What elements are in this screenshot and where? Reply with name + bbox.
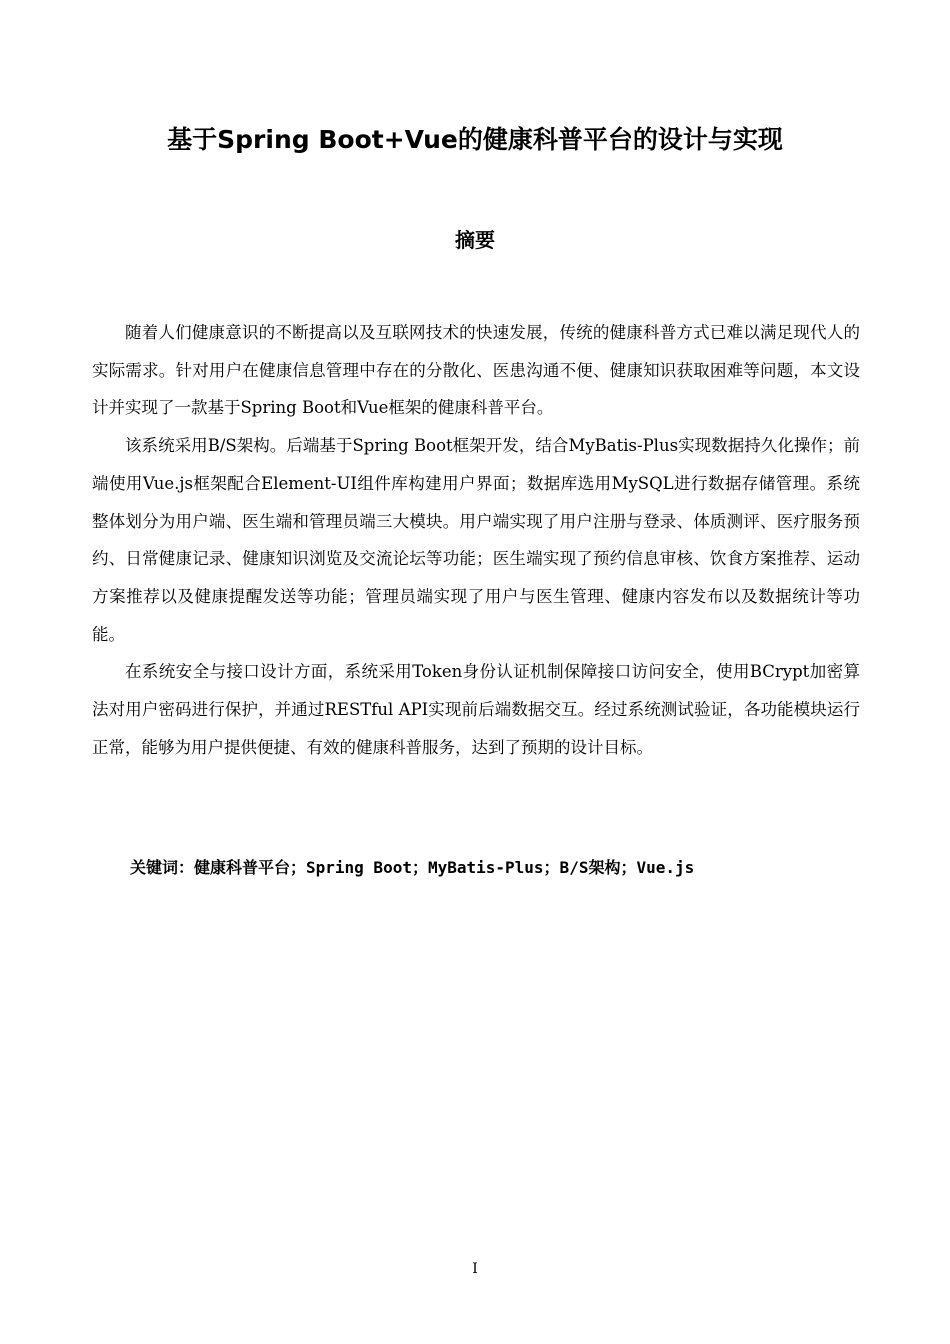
abstract-body — [92, 314, 860, 766]
keywords-line: 关键词：健康科普平台；Spring Boot；MyBatis-Plus；B/S架构；Vue.js — [130, 858, 695, 877]
abstract-paragraph-2: 该系统采用B/S架构。后端基于Spring Boot框架开发，结合MyBatis-Plus实现数据持久化操作；前端使用Vue.js框架配合Element-UI组件库构建用户界面；数据库选用MySQL进行数据存储管理。系统整体划分为用户端、医生端和管理员端三大模块。用户端实现了用户注册与登录、体质测评、医疗服务预约、日常健康记录、健康知识浏览及交流论坛等功能；医生端实现了预约信息审核、饮食方案推荐、运动方案推荐以及健康提醒发送等功能；管理员端实现了用户与医生管理、健康内容发布以及数据统计等功能。 — [92, 436, 860, 644]
page-number: I — [472, 1261, 478, 1277]
abstract-paragraph-3: 在系统安全与接口设计方面，系统采用Token身份认证机制保障接口访问安全，使用BCrypt加密算法对用户密码进行保护，并通过RESTful API实现前后端数据交互。经过系统测试验证，各功能模块运行正常，能够为用户提供便捷、有效的健康科普服务，达到了预期的设计目标。 — [92, 662, 860, 757]
document-title: 基于Spring Boot+Vue的健康科普平台的设计与实现 — [167, 125, 783, 154]
abstract-paragraph-1: 随着人们健康意识的不断提高以及互联网技术的快速发展，传统的健康科普方式已难以满足现代人的实际需求。针对用户在健康信息管理中存在的分散化、医患沟通不便、健康知识获取困难等问题，本文设计并实现了一款基于Spring Boot和Vue框架的健康科普平台。 — [92, 323, 860, 418]
abstract-heading: 摘要 — [455, 228, 495, 252]
